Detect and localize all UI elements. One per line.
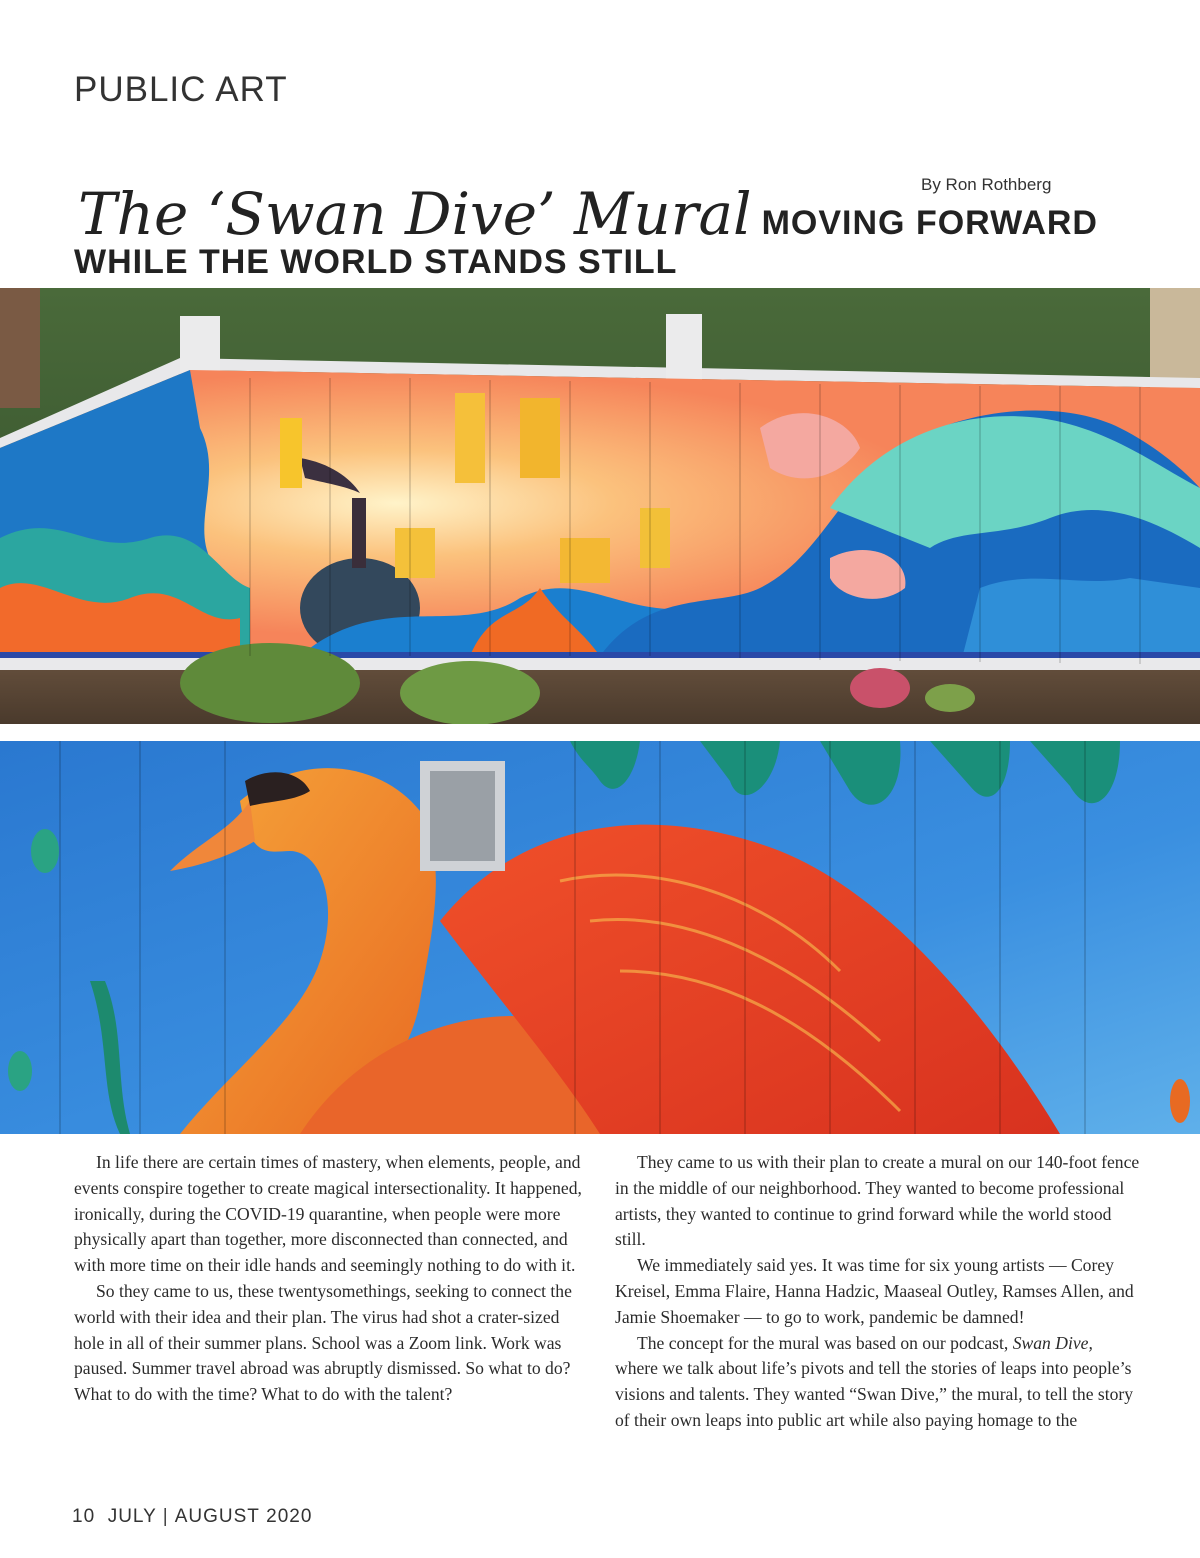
paragraph-1: In life there are certain times of mastery, when elements, people, and events conspire together to create magical intersectionality. It happened, ironically, during the COVID-19 quarantine, when people were more physically apart than together, more disconnected than connected, and with more time on their idle hands and seemingly nothing to do with it. <box>74 1152 582 1276</box>
p5-start: The concept for the mural was based on our podcast, <box>637 1332 1009 1353</box>
p5-rest: where we talk about life’s pivots and tell the stories of leaps into people’s visions and talents. They wanted “Swan Dive,” the mural, to tell the story of their own leaps into public art while also paying homage to the <box>615 1358 1134 1430</box>
issue-year: 2020 <box>266 1506 313 1527</box>
page-number: 10 <box>72 1506 96 1527</box>
title-caps-2: WHILE THE WORLD STANDS STILL <box>74 243 678 281</box>
issue-month-1: JULY <box>107 1506 157 1527</box>
podcast-title: Swan Dive, <box>1012 1332 1093 1353</box>
issue-month-2: AUGUST <box>174 1506 260 1527</box>
title-caps-1: MOVING FORWARD <box>761 204 1098 242</box>
article-column-left <box>74 1150 594 1408</box>
mural-fence-photo <box>0 288 1200 724</box>
title-script: The ‘Swan Dive’ Mural <box>78 180 752 248</box>
byline: By Ron Rothberg <box>921 175 1052 194</box>
page-folio: 10 JULY | AUGUST 2020 <box>72 1506 313 1527</box>
paragraph-3: They came to us with their plan to create a mural on our 140-foot fence in the middle of our neighborhood. They wanted to become professional artists, they wanted to continue to grind forward while the world stood still. <box>615 1152 1140 1250</box>
paragraph-2: So they came to us, these twentysomethings, seeking to connect the world with their idea and their plan. The virus had shot a crater-sized hole in all of their summer plans. School was a Zoom link. Work was paused. Summer travel abroad was abruptly dismissed. So what to do? What to do with the time? What to do with the talent? <box>74 1280 572 1405</box>
section-label: PUBLIC ART <box>74 70 288 109</box>
paragraph-5 <box>615 1331 1140 1434</box>
paragraph-4: We immediately said yes. It was time for six young artists — Corey Kreisel, Emma Flaire, Hanna Hadzic, Maaseal Outley, Ramses Allen, and Jamie Shoemaker — to go to work, pandemic be damned! <box>615 1255 1134 1327</box>
article-title <box>78 180 1098 248</box>
swan-detail-photo <box>0 741 1200 1134</box>
article-column-right <box>615 1150 1140 1434</box>
